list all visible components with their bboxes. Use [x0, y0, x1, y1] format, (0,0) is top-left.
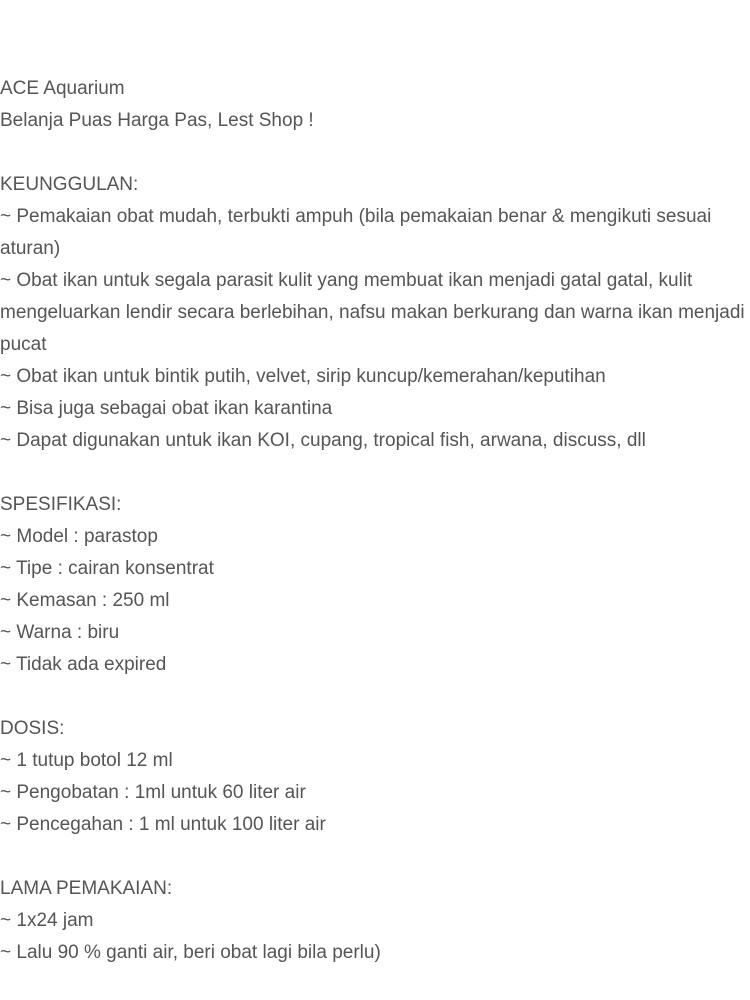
keunggulan-item: ~ Obat ikan untuk bintik putih, velvet, sirip kuncup/kemerahan/keputihan	[0, 366, 606, 387]
shop-tagline: Belanja Puas Harga Pas, Lest Shop !	[0, 110, 314, 131]
keunggulan-item: ~ Dapat digunakan untuk ikan KOI, cupang, tropical fish, arwana, discuss, dll	[0, 430, 646, 451]
spesifikasi-item: ~ Kemasan : 250 ml	[0, 590, 170, 611]
keunggulan-item: ~ Pemakaian obat mudah, terbukti ampuh (bila pemakaian benar & mengikuti sesuai aturan)	[0, 206, 712, 259]
spesifikasi-item: ~ Warna : biru	[0, 622, 120, 643]
spesifikasi-heading: SPESIFIKASI:	[0, 494, 122, 515]
keunggulan-item: ~ Bisa juga sebagai obat ikan karantina	[0, 398, 333, 419]
dosis-heading: DOSIS:	[0, 718, 65, 739]
shop-name: ACE Aquarium	[0, 78, 125, 99]
keunggulan-heading: KEUNGGULAN:	[0, 174, 139, 195]
spacer	[0, 681, 750, 713]
dosis-item: ~ Pengobatan : 1ml untuk 60 liter air	[0, 782, 306, 803]
dosis-item: ~ Pencegahan : 1 ml untuk 100 liter air	[0, 814, 326, 835]
spesifikasi-item: ~ Tidak ada expired	[0, 654, 167, 675]
spesifikasi-item: ~ Tipe : cairan konsentrat	[0, 558, 214, 579]
spacer	[0, 137, 750, 169]
lama-pemakaian-item: ~ Lalu 90 % ganti air, beri obat lagi bila perlu)	[0, 942, 381, 963]
lama-pemakaian-item: ~ 1x24 jam	[0, 910, 94, 931]
product-description	[0, 73, 750, 969]
spesifikasi-item: ~ Model : parastop	[0, 526, 158, 547]
dosis-item: ~ 1 tutup botol 12 ml	[0, 750, 173, 771]
lama-pemakaian-heading: LAMA PEMAKAIAN:	[0, 878, 173, 899]
keunggulan-item: ~ Obat ikan untuk segala parasit kulit yang membuat ikan menjadi gatal gatal, kulit mengeluarkan lendir secara berlebihan, nafsu makan berkurang dan warna ikan menjadi pucat	[0, 270, 745, 355]
spacer	[0, 457, 750, 489]
spacer	[0, 841, 750, 873]
